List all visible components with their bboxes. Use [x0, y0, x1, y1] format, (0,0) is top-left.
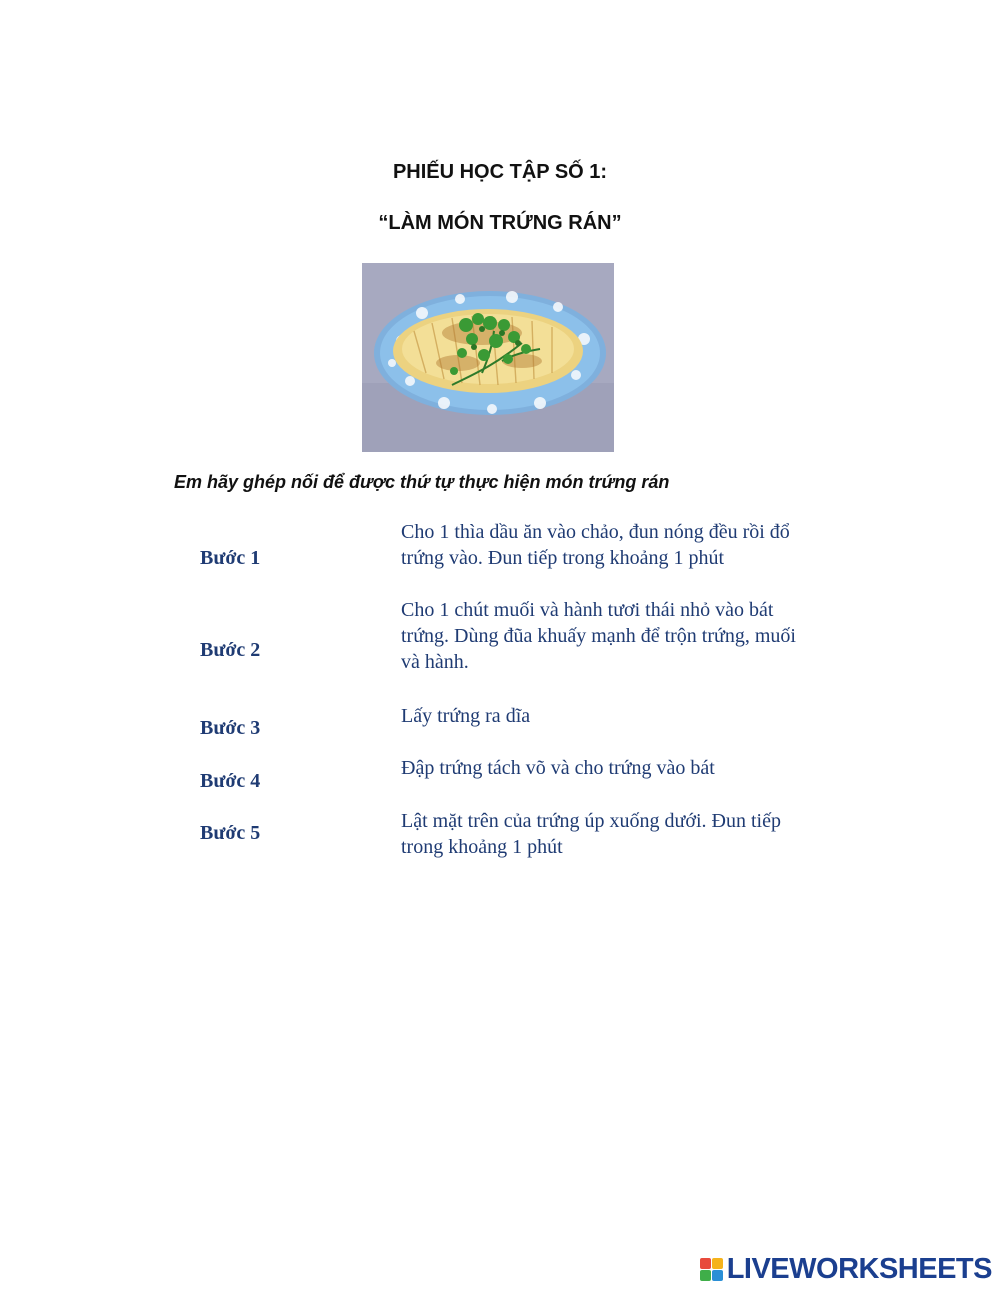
- instruction-text: Em hãy ghép nối để được thứ tự thực hiện món trứng rán: [174, 472, 670, 492]
- liveworksheets-logo: [700, 1253, 992, 1286]
- liveworksheets-mark-icon: [700, 1258, 723, 1281]
- step-label-5[interactable]: Bước 5: [200, 822, 261, 844]
- brand-text: LIVEWORKSHEETS: [726, 1253, 992, 1285]
- action-text-5[interactable]: Lật mặt trên của trứng úp xuống dưới. Đun tiếp trong khoảng 1 phút: [401, 810, 781, 858]
- action-text-3[interactable]: Lấy trứng ra dĩa: [401, 705, 531, 727]
- fried-egg-photo: [362, 263, 614, 452]
- step-label-3[interactable]: Bước 3: [200, 717, 261, 739]
- step-label-1[interactable]: Bước 1: [200, 547, 261, 569]
- action-text-1[interactable]: Cho 1 thìa dầu ăn vào chảo, đun nóng đều rồi đổ trứng vào. Đun tiếp trong khoảng 1 phút: [401, 521, 790, 569]
- step-label-4[interactable]: Bước 4: [200, 770, 261, 792]
- action-text-2[interactable]: Cho 1 chút muối và hành tươi thái nhỏ vào bát trứng. Dùng đũa khuấy mạnh để trộn trứng, muối và hành.: [401, 599, 796, 673]
- worksheet-title: PHIẾU HỌC TẬP SỐ 1:: [392, 161, 608, 183]
- worksheet-subtitle: “LÀM MÓN TRỨNG RÁN”: [378, 212, 622, 234]
- action-text-4[interactable]: Đập trứng tách võ và cho trứng vào bát: [401, 757, 715, 779]
- step-label-2[interactable]: Bước 2: [200, 639, 261, 661]
